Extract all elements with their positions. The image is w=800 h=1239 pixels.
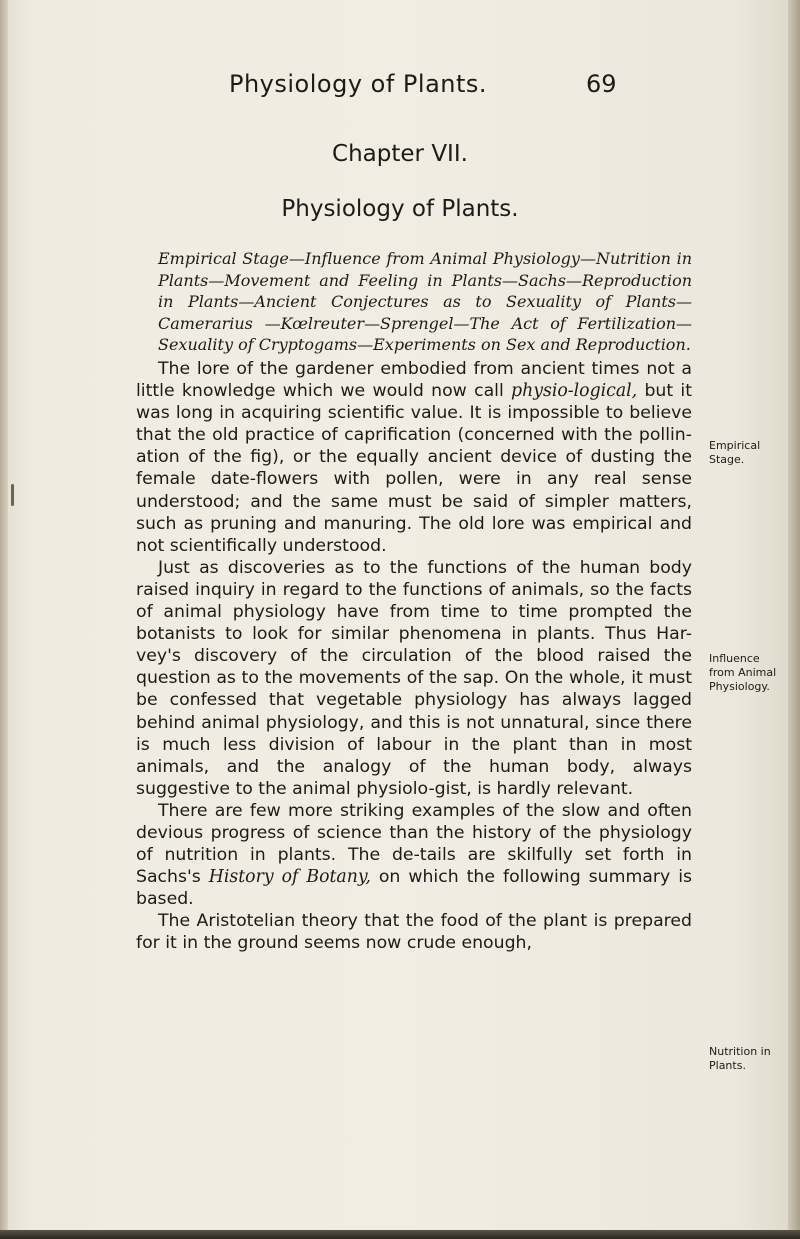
margin-note-empirical: Empirical Stage. — [709, 439, 761, 466]
page-number: 69 — [586, 70, 617, 98]
paragraph: Just as discoveries as to the functions of the human body raised inquiry in regard to the functions of animals, so the facts of animal physiology have from time to time prompted the botanists to look for similar phenomena in plants. Thus Har-vey's discovery of the circulation of the blood raised the question as to the movements of the sap. On the whole, it must be confessed that vegetable physiology has always lagged behind animal physiology, and this is not unnatural, since there is much less division of labour in the plant than in most animals, and the analogy of the human body, always suggestive to the animal physiolo-gist, is hardly relevant. — [136, 557, 692, 799]
margin-ink-mark — [11, 484, 14, 506]
paragraph: There are few more striking examples of the slow and often devious progress of science than the history of the physiology of nutrition in plants. The de-tails are skilfully set forth in Sachs's History of Botany, on which the following summary is based. — [136, 800, 693, 910]
page-gutter — [0, 0, 8, 1239]
italic-title: History of Botany, — [208, 867, 371, 888]
italic-term: physio-logical, — [511, 381, 638, 402]
paragraph: The Aristotelian theory that the food of the plant is prepared for it in the ground seems now crude enough, — [136, 911, 692, 954]
chapter-title: Physiology of Plants. — [281, 196, 519, 222]
paragraph: The lore of the gardener embodied from ancient times not a little knowledge which we would now call physio-logical, but it was long in acquiring scientific value. It is impossible to believe that the old practice of caprification (concerned with the pollin-ation of the fig), or the equally ancient device of dusting the female date-flowers with pollen, were in any real sense understood; and the same must be said of simpler matters, such as pruning and manuring. The old lore was empirical and not scientifically understood. — [136, 359, 692, 556]
chapter-number: Chapter VII. — [332, 141, 468, 167]
chapter-summary: Empirical Stage—Influence from Animal Physiology—Nutrition in Plants—Movement and Feeling in Plants—Sachs—Reproduction in Plants—Ancient Conjectures as to Sexuality of Plants—Camerarius —Kœlreuter—Sprengel—The Act of Fertilization—Sexuality of Cryptogams—Experiments on Sex and Reproduction. — [158, 249, 692, 354]
margin-note-nutrition: Nutrition in Plants. — [709, 1045, 771, 1072]
running-head: Physiology of Plants. — [229, 70, 488, 98]
page-bottom-edge — [0, 1230, 800, 1239]
margin-note-influence: Influence from Animal Physiology. — [709, 652, 777, 693]
body-text — [136, 358, 692, 955]
